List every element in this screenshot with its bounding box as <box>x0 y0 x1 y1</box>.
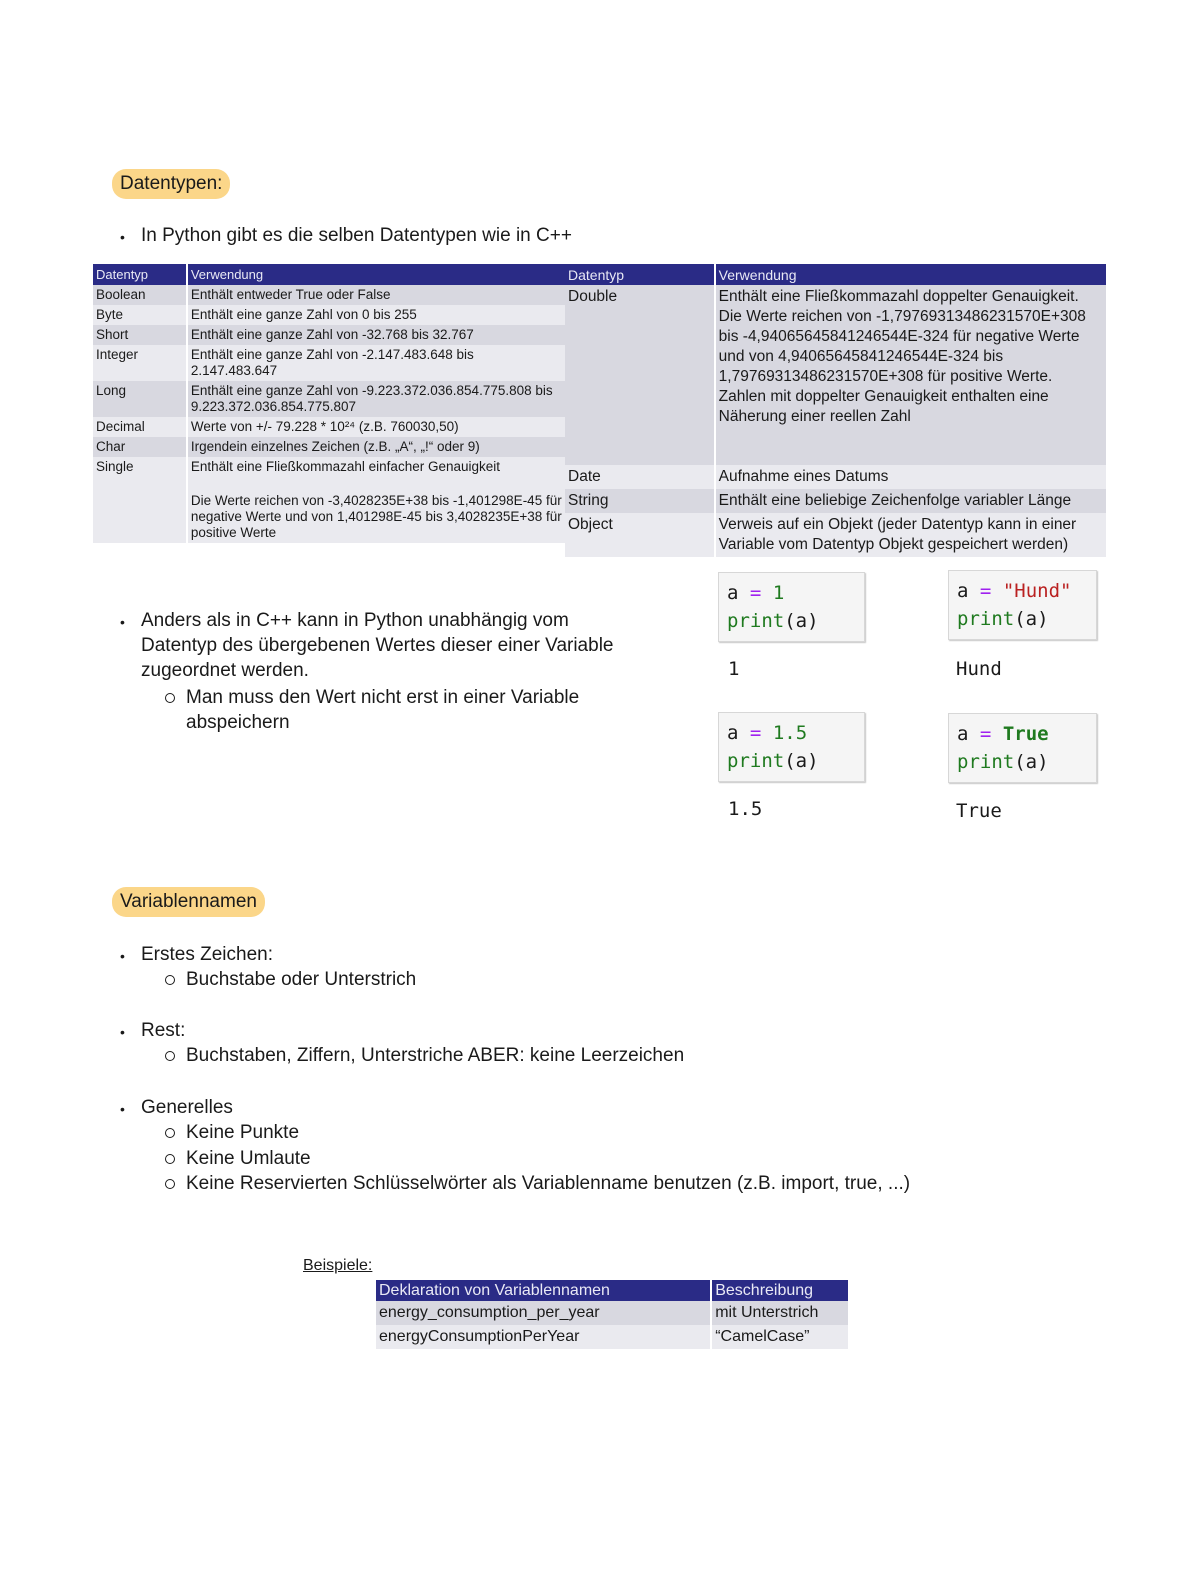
type-cell: Boolean <box>93 285 187 305</box>
code-output: 1.5 <box>728 798 763 820</box>
table-header-type: Datentyp <box>565 264 715 285</box>
bullet-text: Erstes Zeichen: <box>141 944 273 965</box>
desc-cell: Enthält eine ganze Zahl von -32.768 bis 32.767 <box>187 325 566 345</box>
circle-bullet-icon <box>165 693 175 703</box>
type-cell: Char <box>93 437 187 457</box>
desc-cell: Verweis auf ein Objekt (jeder Datentyp kann in einer Variable vom Datentyp Objekt gespeichert werden) <box>715 513 1107 557</box>
type-cell: Long <box>93 381 187 417</box>
desc-cell: Irgendein einzelnes Zeichen (z.B. „A“, „!“ oder 9) <box>187 437 566 457</box>
table-row <box>93 285 566 305</box>
type-cell: Single <box>93 457 187 543</box>
desc-cell: Enthält eine Fließkommazahl doppelter Genauigkeit. Die Werte reichen von -1,79769313486231570E+308 bis -4,94065645841246544E-324 für negative Werte und von 4,94065645841246544E-324 bis 1,79769313486231570E+308 für positive Werte. Zahlen mit doppelter Genauigkeit enthalten eine Näherung einer reellen Zahl <box>715 285 1107 465</box>
table-row <box>93 381 566 417</box>
desc-cell: “CamelCase” <box>711 1325 849 1349</box>
desc-cell: Enthält eine beliebige Zeichenfolge variabler Länge <box>715 489 1107 513</box>
desc-line: Die Werte reichen von -3,4028235E+38 bis -1,401298E-45 für negative Werte und von 1,401298E-45 bis 3,4028235E+38 für positive Werte <box>190 493 562 540</box>
bullet-text: Rest: <box>141 1020 186 1041</box>
table-row <box>565 513 1107 557</box>
circle-bullet-icon <box>165 975 175 985</box>
bullet-dot: • <box>120 1024 125 1040</box>
table-header-usage: Verwendung <box>187 264 566 285</box>
table-row <box>376 1325 849 1349</box>
table-row <box>565 285 1107 465</box>
table-row <box>93 437 566 457</box>
table-header-declaration: Deklaration von Variablennamen <box>376 1280 711 1301</box>
section-heading-variablennamen: Variablennamen <box>112 887 265 917</box>
table-row <box>93 325 566 345</box>
bullet-text: Generelles <box>141 1097 233 1118</box>
type-cell: Short <box>93 325 187 345</box>
table-row <box>93 457 566 543</box>
code-cell: a = "Hund" print(a) <box>948 570 1097 640</box>
type-cell: Double <box>565 285 715 465</box>
sub-bullet-text: Keine Umlaute <box>186 1148 311 1169</box>
sub-bullet-text: Keine Reservierten Schlüsselwörter als Variablenname benutzen (z.B. import, true, ...) <box>186 1173 911 1194</box>
sub-bullet-text: Keine Punkte <box>186 1122 300 1143</box>
type-cell: Date <box>565 465 715 489</box>
desc-line: Enthält eine Fließkommazahl einfacher Genauigkeit <box>190 459 501 474</box>
desc-cell: Enthält eine ganze Zahl von -9.223.372.036.854.775.808 bis 9.223.372.036.854.775.807 <box>187 381 566 417</box>
code-output: Hund <box>956 658 1002 680</box>
table-row <box>565 465 1107 489</box>
table-row <box>93 305 566 325</box>
datatype-table-left <box>93 264 567 543</box>
examples-table <box>376 1280 850 1349</box>
desc-cell: mit Unterstrich <box>711 1301 849 1325</box>
desc-cell: Enthält eine ganze Zahl von -2.147.483.648 bis 2.147.483.647 <box>187 345 566 381</box>
bullet-text <box>141 608 613 683</box>
table-header-usage: Verwendung <box>715 264 1107 285</box>
type-cell: Decimal <box>93 417 187 437</box>
text-line: abspeichern <box>186 712 290 733</box>
text-line: Man muss den Wert nicht erst in einer Variable <box>186 687 580 708</box>
code-cell: a = 1.5 print(a) <box>718 712 865 782</box>
bullet-dot: • <box>120 229 125 245</box>
text-line: Anders als in C++ kann in Python unabhängig vom <box>141 610 569 631</box>
sub-bullet-text: Buchstaben, Ziffern, Unterstriche ABER: keine Leerzeichen <box>186 1045 685 1066</box>
text-line: Datentyp des übergebenen Wertes dieser einer Variable <box>141 635 614 656</box>
table-row <box>565 489 1107 513</box>
name-cell: energy_consumption_per_year <box>376 1301 711 1325</box>
code-cell: a = 1 print(a) <box>718 572 865 642</box>
desc-cell: Aufnahme eines Datums <box>715 465 1107 489</box>
circle-bullet-icon <box>165 1128 175 1138</box>
circle-bullet-icon <box>165 1154 175 1164</box>
examples-label: Beispiele: <box>303 1257 373 1274</box>
sub-bullet-text <box>186 685 579 735</box>
table-row <box>93 417 566 437</box>
bullet-dot: • <box>120 1101 125 1117</box>
section-heading-datentypen: Datentypen: <box>112 169 230 199</box>
type-cell: Object <box>565 513 715 557</box>
circle-bullet-icon <box>165 1179 175 1189</box>
datatype-table-right <box>565 264 1108 557</box>
circle-bullet-icon <box>165 1051 175 1061</box>
bullet-dot: • <box>120 614 125 630</box>
desc-cell: Enthält eine ganze Zahl von 0 bis 255 <box>187 305 566 325</box>
table-header-type: Datentyp <box>93 264 187 285</box>
type-cell: Byte <box>93 305 187 325</box>
bullet-text: In Python gibt es die selben Datentypen wie in C++ <box>141 225 572 246</box>
text-line: zugeordnet werden. <box>141 660 309 681</box>
desc-cell: Werte von +/- 79.228 * 10²⁴ (z.B. 760030,50) <box>187 417 566 437</box>
desc-cell: Enthält entweder True oder False <box>187 285 566 305</box>
name-cell: energyConsumptionPerYear <box>376 1325 711 1349</box>
bullet-dot: • <box>120 948 125 964</box>
table-row <box>93 345 566 381</box>
code-output: 1 <box>728 658 740 680</box>
code-output: True <box>956 800 1002 822</box>
sub-bullet-text: Buchstabe oder Unterstrich <box>186 969 417 990</box>
type-cell: String <box>565 489 715 513</box>
table-row <box>376 1301 849 1325</box>
desc-cell <box>187 457 566 543</box>
type-cell: Integer <box>93 345 187 381</box>
table-header-description: Beschreibung <box>711 1280 849 1301</box>
code-cell: a = True print(a) <box>948 713 1097 783</box>
